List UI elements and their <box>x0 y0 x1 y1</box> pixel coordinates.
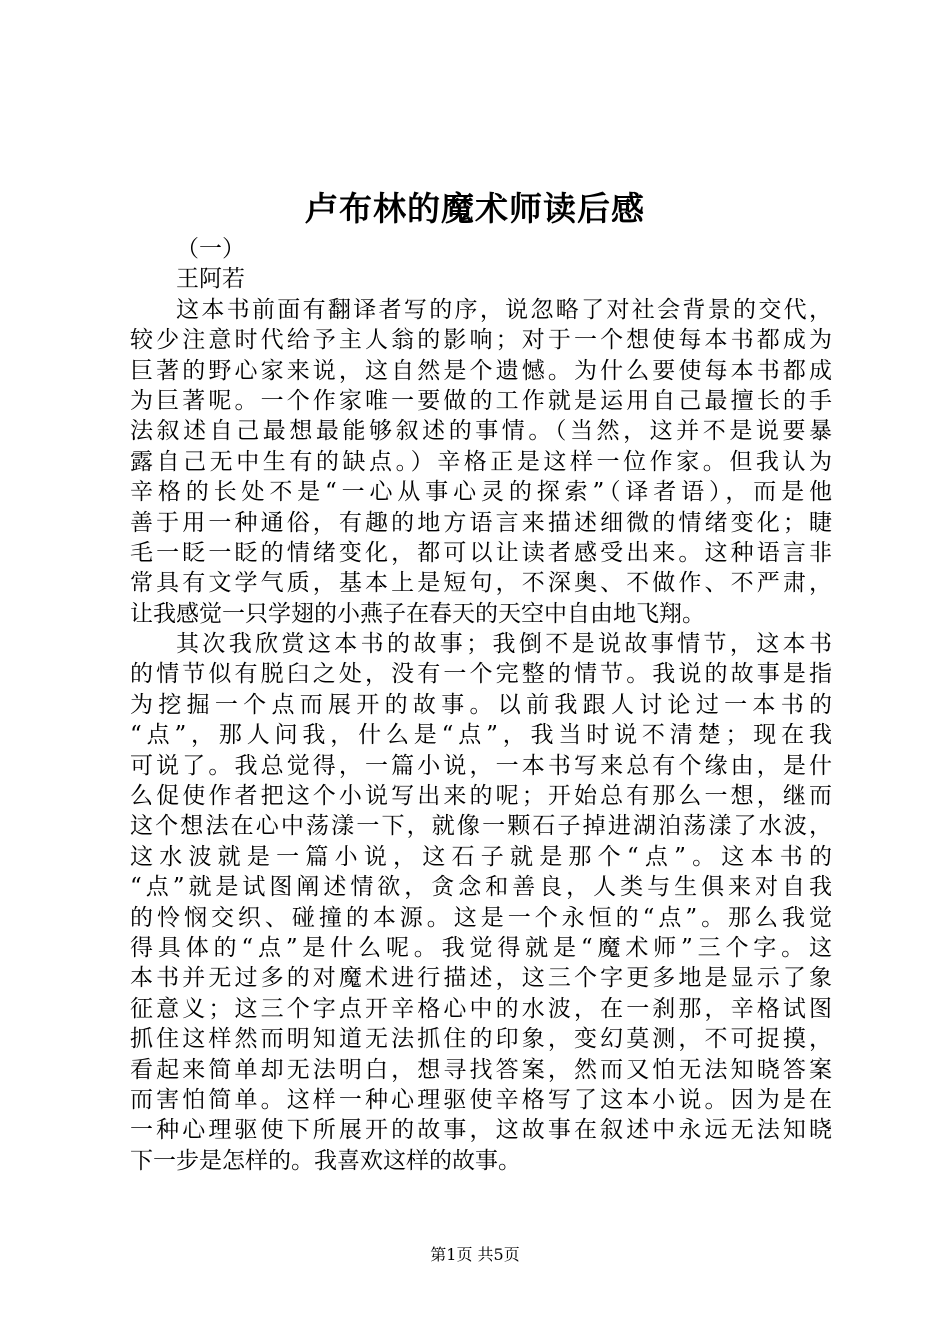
text-line: 一种心理驱使下所展开的故事，这故事在叙述中永远无法知晓 <box>130 1117 832 1144</box>
text-line: 为挖掘一个点而展开的故事。以前我跟人讨论过一本书的 <box>130 691 832 718</box>
text-line: 下一步是怎样的。我喜欢这样的故事。 <box>130 1147 521 1174</box>
document-title: 卢布林的魔术师读后感 <box>305 189 645 228</box>
text-line: （一） <box>176 236 245 262</box>
text-line: 让我感觉一只学翅的小燕子在春天的天空中自由地飞翔。 <box>130 600 705 627</box>
text-line: 的怜悯交织、碰撞的本源。这是一个永恒的“点”。那么我觉 <box>130 904 832 931</box>
text-line: 本书并无过多的对魔术进行描述，这三个字更多地是显示了象 <box>130 965 832 992</box>
text-line: 得具体的“点”是什么呢。我觉得就是“魔术师”三个字。这 <box>130 934 832 961</box>
text-line: 看起来简单却无法明白，想寻找答案，然而又怕无法知晓答案 <box>130 1056 832 1083</box>
page-number-footer: 第1页 共5页 <box>430 1245 520 1264</box>
text-line: 善于用一种通俗，有趣的地方语言来描述细微的情绪变化；睫 <box>130 509 832 536</box>
text-line: 露自己无中生有的缺点。）辛格正是这样一位作家。但我认为 <box>130 448 832 475</box>
text-line: 征意义；这三个字点开辛格心中的水波，在一刹那，辛格试图 <box>130 995 832 1022</box>
text-line: 而害怕简单。这样一种心理驱使辛格写了这本小说。因为是在 <box>130 1086 832 1113</box>
text-line: 较少注意时代给予主人翁的影响；对于一个想使每本书都成为 <box>130 327 832 354</box>
text-line: 这本书前面有翻译者写的序，说忽略了对社会背景的交代， <box>176 296 832 323</box>
text-line: 毛一眨一眨的情绪变化，都可以让读者感受出来。这种语言非 <box>130 539 832 566</box>
text-line: 这水波就是一篇小说，这石子就是那个“点”。这本书的 <box>130 843 832 870</box>
text-line: 辛格的长处不是“一心从事心灵的探索”（译者语），而是他 <box>130 479 832 506</box>
text-line: 可说了。我总觉得，一篇小说，一本书写来总有个缘由，是什 <box>130 752 832 779</box>
document-body <box>130 234 832 1176</box>
text-line: 王阿若 <box>176 266 245 293</box>
text-line: 巨著的野心家来说，这自然是个遗憾。为什么要使每本书都成 <box>130 357 832 384</box>
text-line: 法叙述自己最想最能够叙述的事情。（当然，这并不是说要暴 <box>130 418 832 445</box>
text-line: 么促使作者把这个小说写出来的呢；开始总有那么一想，继而 <box>130 783 832 810</box>
text-line: “点”就是试图阐述情欲，贪念和善良，人类与生俱来对自我 <box>130 874 832 901</box>
text-line: 常具有文学气质，基本上是短句，不深奥、不做作、不严肃， <box>130 570 832 597</box>
text-line: 其次我欣赏这本书的故事；我倒不是说故事情节，这本书 <box>176 631 832 658</box>
text-line: 抓住这样然而明知道无法抓住的印象，变幻莫测，不可捉摸， <box>130 1026 832 1053</box>
text-line: 为巨著呢。一个作家唯一要做的工作就是运用自己最擅长的手 <box>130 387 832 414</box>
text-line: 的情节似有脱臼之处，没有一个完整的情节。我说的故事是指 <box>130 661 832 688</box>
text-line: “点”，那人问我，什么是“点”，我当时说不清楚；现在我 <box>130 722 832 749</box>
text-line: 这个想法在心中荡漾一下，就像一颗石子掉进湖泊荡漾了水波， <box>130 813 832 840</box>
